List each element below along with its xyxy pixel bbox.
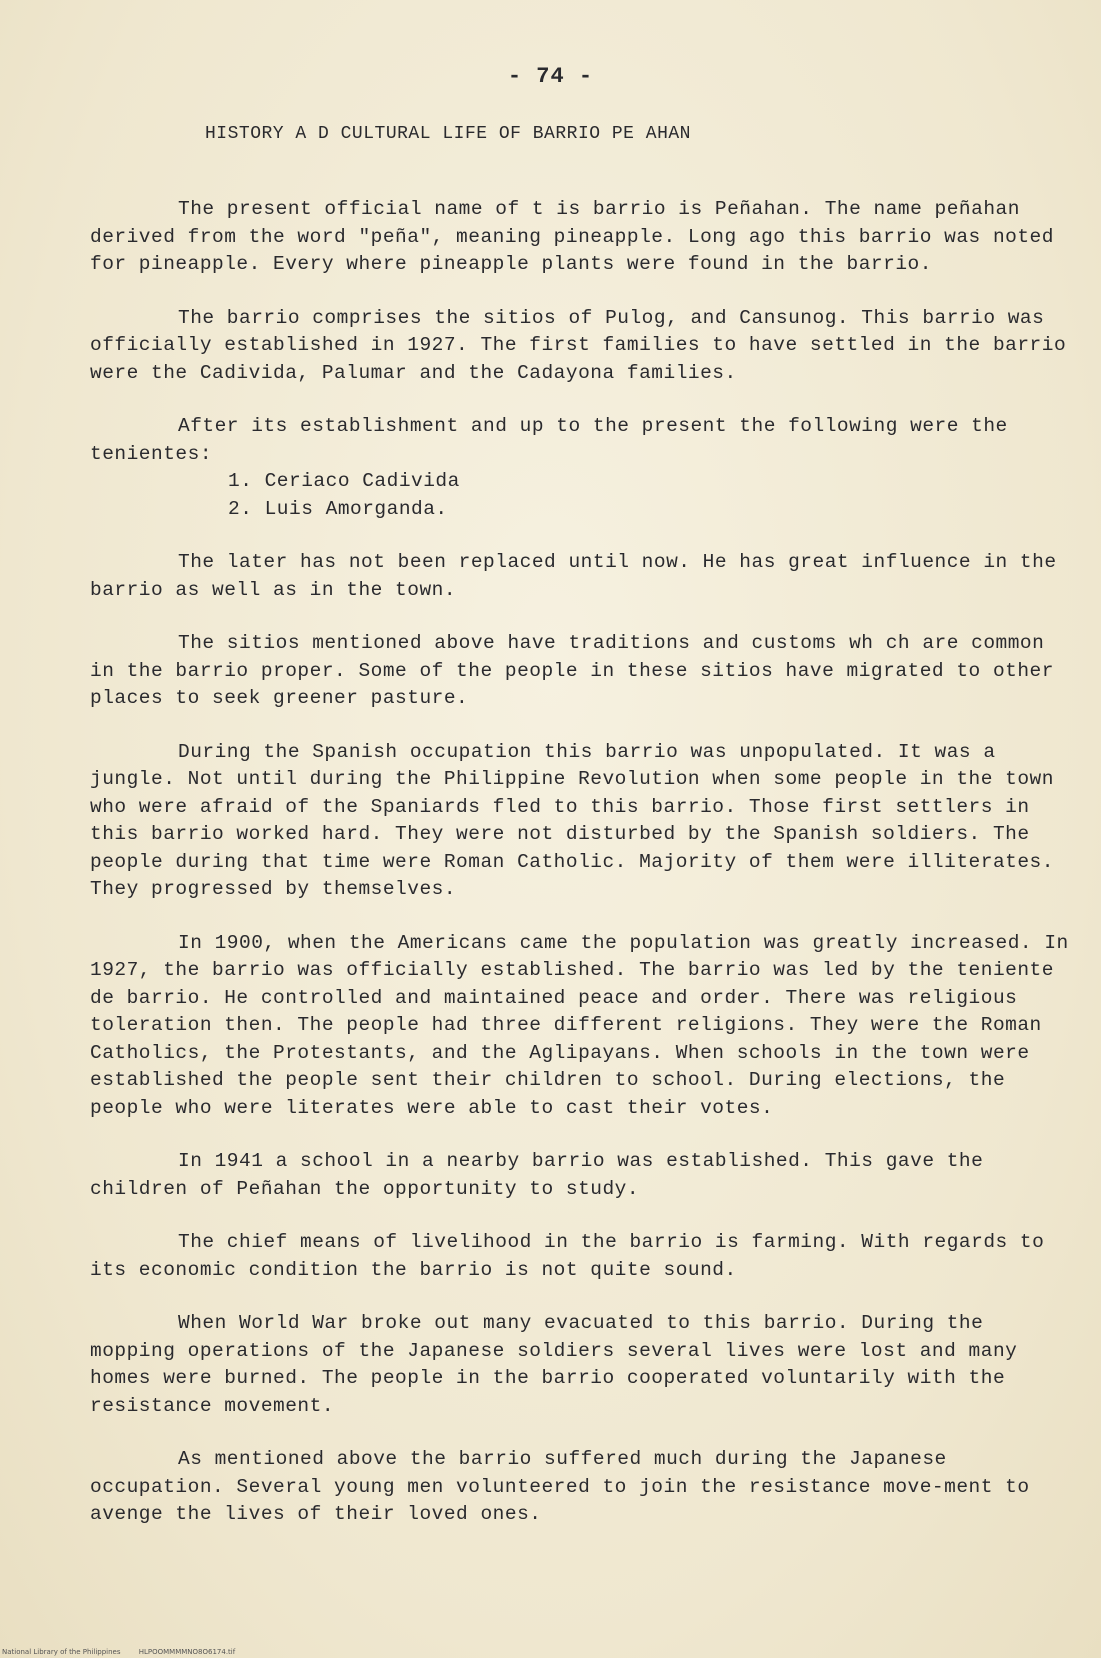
paragraph-american-period: In 1900, when the Americans came the population was greatly increased. In 1927, the barrio was officially established. The barrio was led by the teniente de barrio. He controlled and maintained peace and order. There was religious toleration then. The people had three different religions. They were the Roman Catholics, the Protestants, and the Aglipayans. When schools in the town were established the people sent their children to school. During elections, the people who were literates were able to cast their votes. [90, 931, 1069, 1119]
paragraph-world-war: When World War broke out many evacuated to this barrio. During the mopping operations of the Japanese soldiers several lives were lost and many homes were burned. The people in the barrio cooperated voluntarily with the resistance movement. [90, 1312, 1018, 1417]
list-item: 1. Ceriaco Cadivida [228, 470, 460, 492]
paragraph-sitios: The barrio comprises the sitios of Pulog, and Cansunog. This barrio was officially established in 1927. The first families to have settled in the barrio were the Cadivida, Palumar and the Cadayona families. [90, 306, 1067, 384]
paragraph-japanese-occupation: As mentioned above the barrio suffered much during the Japanese occupation. Several young men volunteered to join the resistance move-ment to avenge the lives of their loved ones. [90, 1448, 1030, 1525]
footer-library: National Library of the Philippines [2, 1648, 121, 1656]
tenientes-list [90, 468, 1070, 523]
paragraph-tenientes-intro: After its establishment and up to the present the following were the tenientes: [90, 415, 1008, 465]
scan-footer [2, 1648, 251, 1656]
list-item: 2. Luis Amorganda. [228, 497, 448, 520]
paragraph-name-origin: The present official name of t is barrio is Peñahan. The name peñahan derived from the word "peña", meaning pineapple. Long ago this barrio was noted for pineapple. Every where pineapple plants were found in the barrio. [90, 198, 1054, 275]
paragraph-school: In 1941 a school in a nearby barrio was established. This gave the children of Peñahan the opportunity to study. [90, 1150, 984, 1200]
paragraph-influence: The later has not been replaced until now. He has great influence in the barrio as well as in the town. [90, 551, 1057, 601]
document-body [90, 196, 1070, 1555]
paragraph-spanish-occupation: During the Spanish occupation this barrio was unpopulated. It was a jungle. Not until during the Philippine Revolution when some people in the town who were afraid of the Spaniards fled to this barrio. Those first settlers in this barrio worked hard. They were not disturbed by the Spanish soldiers. The people during that time were Roman Catholic. Majority of them were illiterates. They progressed by themselves. [90, 740, 1054, 900]
footer-file-id: HLPOOMMMMNO8O6174.tif [138, 1648, 236, 1656]
paragraph-livelihood: The chief means of livelihood in the barrio is farming. With regards to its economic condition the barrio is not quite sound. [90, 1231, 1045, 1281]
page-number: - 74 - [507, 64, 594, 89]
document-title: HISTORY A D CULTURAL LIFE OF BARRIO PE AHAN [205, 124, 691, 144]
paragraph-traditions: The sitios mentioned above have traditions and customs wh ch are common in the barrio proper. Some of the people in these sitios have migrated to other places to seek greener pasture. [90, 632, 1054, 709]
